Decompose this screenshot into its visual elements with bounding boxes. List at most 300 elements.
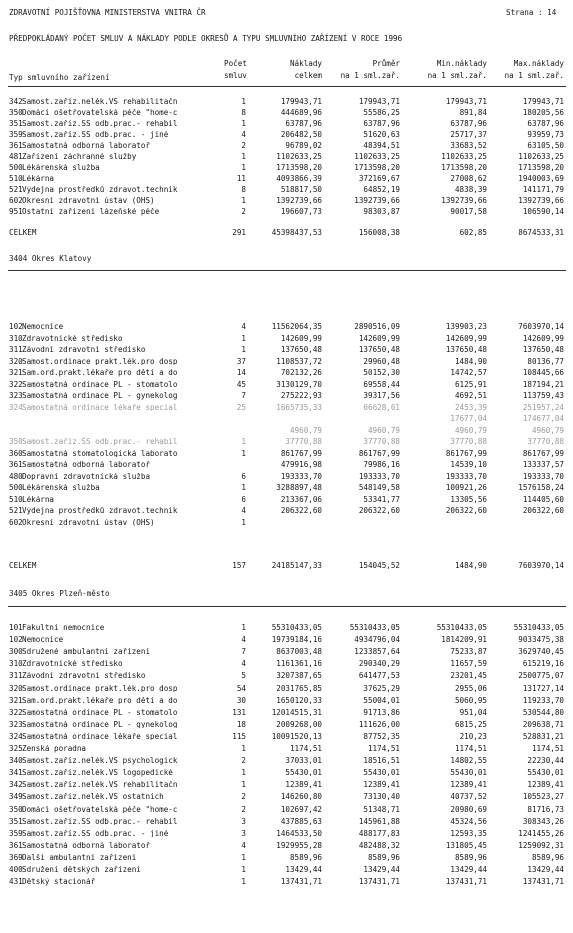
table-row [0,660,573,670]
cell-total: 213367,06 [280,494,322,504]
table-row [0,208,573,218]
cell-min: 1102633,25 [441,152,487,161]
cell-total: 1464533,50 [276,828,322,838]
cell-count: 6 [241,494,246,504]
cell-type: Zdravotnické středisko [22,334,123,343]
cell-type: Samost.zaříz.SŠ odb.prac. - jiné [22,829,169,838]
cell-type: Okresní zdravotní ústav (OHS) [22,197,155,205]
cell-max: 179943,71 [522,97,564,106]
table-row [0,648,573,658]
cell-count: 157 [232,561,246,570]
page-number: Strana : 14 [506,8,557,17]
cell-type: Samostatná odborná laboratoř [22,841,151,850]
cell-type: Sam.ord.prakt.lékaře pro děti a do [22,696,178,705]
avg-header-1: Průměr [372,59,400,68]
district-rule [8,270,566,271]
cell-count: 5 [241,671,246,681]
cell-max: 131727,14 [522,683,564,693]
cell-total: 1713598,20 [276,163,322,172]
cell-max: 13429,44 [527,865,564,874]
cell-total: 1108537,72 [276,356,322,366]
cell-type: Samostatná ordinace lékaře special [22,403,178,412]
cell-code: 341 [9,768,23,778]
cell-type: Sdružené ambulantní zařízení [22,648,151,656]
cell-code: 321 [9,368,23,377]
cell-code: 359 [9,130,23,139]
cell-min: 4960,79 [454,425,487,435]
cell-code: 361 [9,840,23,850]
cell-type: Závodní zdravotní středisko [22,672,146,680]
cell-total: 137431,71 [280,877,322,887]
cell-max: 113759,43 [522,391,564,400]
cell-count: 37 [236,356,246,366]
cell-count: 8 [241,185,246,194]
cell-max: 180205,56 [522,108,564,117]
cell-code: 369 [9,852,23,862]
cell-max: 528831,21 [522,731,564,741]
cell-type: Samost.ordinace prakt.lék.pro dosp [22,684,178,693]
cell-average: 156008,38 [358,228,400,237]
table-row [0,484,573,494]
table-row [0,866,573,876]
cell-average: 488177,83 [358,828,400,838]
cell-min: 14742,57 [450,368,487,377]
cell-total: 3207387,65 [276,671,322,681]
cell-code: 323 [9,719,23,729]
cell-total: 444689,96 [280,108,322,117]
cell-count: 1 [241,97,246,106]
cell-code: 324 [9,731,23,741]
cell-average: 55586,25 [363,108,400,117]
cell-total: 55430,01 [285,768,322,778]
cell-total: 102697,42 [280,804,322,814]
cell-average: 548149,58 [358,483,400,492]
table-row [0,818,573,828]
cell-count: 2 [241,141,246,150]
cell-max: 1576158,24 [518,483,564,492]
table-row [0,186,573,196]
cell-average: 145961,88 [358,816,400,826]
cell-type: Lékárenská služba [22,484,100,492]
table-row [0,335,573,345]
cell-average: 63787,96 [363,119,400,128]
organization-name: ZDRAVOTNÍ POJIŠŤOVNA MINISTERSTVA VNITRA ČR [9,8,206,17]
avg-header-2: na 1 sml.zař. [340,71,400,80]
cell-count: 4 [241,635,246,645]
cell-count: 14 [236,368,246,377]
cell-count: 291 [232,228,246,237]
cell-average: 55430,01 [363,768,400,778]
cell-min: 55310433,05 [436,623,487,632]
cell-max: 55310433,05 [513,623,564,632]
cell-type: Samost.zaříz.nelék.VŠ rehabilitačn [22,781,178,789]
cell-max: 8674533,31 [518,228,564,237]
cell-count: 45 [236,379,246,389]
table-row [0,415,573,425]
cell-max: 3629740,45 [518,647,564,657]
cell-max: 615219,16 [522,659,564,669]
cell-count: 4 [241,659,246,669]
cell-min: 13305,56 [450,494,487,504]
cell-max: 141171,79 [522,185,564,194]
cell-min: 193333,70 [445,471,487,481]
cell-max: 55430,01 [527,768,564,778]
count-header-1: Počet [224,59,247,68]
cell-average: 111626,00 [358,719,400,729]
cell-code: 400 [9,865,23,874]
table-row [0,323,573,333]
cell-total: 206322,60 [280,506,322,515]
cell-max: 114405,60 [522,494,564,504]
table-row [0,404,573,414]
table-row [0,697,573,707]
cell-min: 951,04 [459,707,487,717]
cell-type: Dětský stacionář [22,878,96,886]
cell-count: 1 [241,744,246,753]
cell-max: 251957,24 [522,402,564,412]
cell-average: 12389,41 [363,780,400,790]
table-row [0,197,573,207]
cell-average: 641477,53 [358,671,400,681]
table-row [0,461,573,471]
cell-count: 1 [241,196,246,205]
cell-average: 55004,01 [363,695,400,705]
cell-max: 1241455,26 [518,828,564,838]
cell-total: 45398437,53 [271,228,322,237]
cell-count: 11 [236,174,246,183]
cell-total: 142609,99 [280,333,322,343]
cell-count: 2 [241,804,246,814]
cell-average: 64852,19 [363,185,400,194]
cell-type: Nemocnice [22,323,64,331]
cell-code: 311 [9,345,23,354]
table-row [0,381,573,391]
cell-min: 1484,90 [454,561,487,570]
cell-total: 96789,02 [285,141,322,150]
cell-code: 351 [9,119,23,128]
cell-code: 322 [9,379,23,389]
cell-count: 2 [241,756,246,766]
cell-average: 51620,63 [363,130,400,139]
cell-max: 12389,41 [527,780,564,790]
cell-type: Samostatná ordinace PL - gynekolog [22,720,178,729]
cell-average: 1713598,20 [354,163,400,172]
table-row [0,878,573,888]
cell-max: 1174,51 [531,744,564,753]
cell-min: 131805,45 [445,840,487,850]
table-row [0,496,573,506]
cell-average: 372169,67 [358,174,400,183]
cell-max: 1713598,20 [518,163,564,172]
cell-count: 4 [241,322,246,331]
cell-min: 100921,26 [445,483,487,492]
cell-total: 12014515,31 [271,707,322,717]
district-title: 3405 Okres Plzeň-město [9,589,110,598]
cell-max: 4960,79 [531,425,564,435]
count-header-2: smluv [224,71,247,80]
cell-type: Výdejna prostředků zdravot.technik [22,186,178,194]
table-row [0,473,573,483]
cell-max: 137650,48 [522,345,564,354]
cell-type: Okresní zdravotní ústav (OHS) [22,518,155,527]
total-header-2: celkem [294,71,322,80]
cell-total: 11562064,35 [271,322,322,331]
cell-min: 55430,01 [450,768,487,778]
cell-min: 1484,90 [454,356,487,366]
cell-max: 174677,04 [522,414,564,423]
cell-type: Samost.zaříz.SŠ odb.prac.- rehabil [22,817,178,826]
cell-count: 1 [241,152,246,161]
cell-min: 63787,96 [450,119,487,128]
cell-average: 8589,96 [367,852,400,862]
table-row [0,842,573,852]
cell-average: 142609,99 [358,333,400,343]
cell-code: 350 [9,108,23,117]
cell-type: Samost.zaříz.nelék.VŠ rehabilitačn [22,98,178,106]
min-header-2: na 1 sml.zař. [427,71,487,80]
cell-type: Samostatná ordinace PL - gynekolog [22,392,178,400]
cell-average: 1102633,25 [354,152,400,161]
cell-max: 9033475,38 [518,635,564,645]
cell-total: 37770,88 [285,437,322,446]
cell-count: 2 [241,792,246,802]
cell-max: 193333,70 [522,471,564,481]
cell-min: 33683,52 [450,141,487,150]
cell-min: 2955,06 [454,683,487,693]
cell-average: 4934796,04 [354,635,400,645]
cell-max: 81716,73 [527,804,564,814]
section-total-row [0,562,573,572]
cell-code: 951 [9,207,23,216]
cell-total: 137650,48 [280,345,322,354]
cell-total: 2031765,85 [276,683,322,693]
cell-total: 63787,96 [285,119,322,128]
cell-max: 105523,27 [522,792,564,802]
cell-average: 861767,99 [358,448,400,458]
cell-min: 6125,91 [454,379,487,389]
cell-count: 3 [241,816,246,826]
cell-min: 40737,52 [450,792,487,802]
cell-code: 349 [9,792,23,802]
cell-total: 1665735,33 [276,402,322,412]
cell-code: 602 [9,196,23,205]
cell-average: 1233857,64 [354,647,400,657]
cell-min: 13429,44 [450,865,487,874]
cell-min: 14539,10 [450,460,487,469]
cell-count: 1 [241,517,246,527]
cell-code: 360 [9,448,23,458]
cell-max: 187194,21 [522,379,564,389]
cell-min: 6815,25 [454,719,487,729]
cell-total: 24185147,33 [271,561,322,570]
table-row [0,438,573,448]
cell-code: 361 [9,460,23,469]
cell-total: 702132,26 [280,368,322,377]
cell-total: 3130129,70 [276,379,322,389]
district-title: 3404 Okres Klatovy [9,254,92,263]
cell-max: 106590,14 [522,207,564,216]
cell-min: 25717,37 [450,130,487,139]
cell-code: 480 [9,471,23,481]
cell-type: Domácí ošetřovatelská péče "home-c [22,109,178,117]
cell-code: 521 [9,506,23,515]
cell-code: 340 [9,756,23,766]
table-row [0,636,573,646]
cell-type: Samost.zaříz.SŠ odb.prac.- rehabil [22,438,178,446]
cell-average: 154045,52 [358,561,400,570]
table-row [0,450,573,460]
cell-average: 1174,51 [367,744,400,753]
cell-code: 431 [9,877,23,887]
cell-type: Samostatná ordinace lékaře special [22,732,178,741]
cell-min: 139903,23 [445,322,487,331]
cell-min: 14802,55 [450,756,487,766]
cell-max: 7603970,14 [518,322,564,331]
cell-code: 102 [9,322,23,331]
table-row [0,793,573,803]
table-row [0,369,573,379]
cell-count: 1 [241,865,246,874]
cell-type: Další ambulantní zařízení [22,853,137,862]
cell-average: 53341,77 [363,494,400,504]
cell-average: 50152,30 [363,368,400,377]
cell-count: 1 [241,333,246,343]
table-row [0,358,573,368]
cell-count: 30 [236,695,246,705]
cell-code: 510 [9,174,23,183]
cell-max: 7603970,14 [518,561,564,570]
cell-average: 66628,61 [363,402,400,412]
cell-min: 142609,99 [445,333,487,343]
cell-max: 80136,77 [527,356,564,366]
min-header-1: Min.náklady [436,59,487,68]
table-row [0,854,573,864]
cell-min: 12593,35 [450,828,487,838]
cell-average: 39317,56 [363,391,400,400]
cell-type: Ženská poradna [22,745,87,753]
cell-type: Samostatná ordinace PL - stomatolo [22,380,178,389]
cell-average: 98303,87 [363,207,400,216]
cell-min: 206322,60 [445,506,487,515]
table-row [0,392,573,402]
cell-code: 481 [9,152,23,161]
cell-type: Samostatná stomatologická laborato [22,449,178,458]
cell-code: 300 [9,647,23,657]
cell-total: 1392739,66 [276,196,322,205]
report-title: PŘEDPOKLÁDANÝ POČET SMLUV A NÁKLADY PODLE OKRESŮ A TYPU SMLUVNÍHO ZAŘÍZENÍ V ROCE 1996 [9,34,403,43]
cell-min: 179943,71 [445,97,487,106]
cell-max: 206322,60 [522,506,564,515]
cell-max: 93959,73 [527,130,564,139]
table-row [0,721,573,731]
table-row [0,781,573,791]
cell-min: 45324,56 [450,816,487,826]
cell-total: 4960,79 [289,425,322,435]
cell-total: 479916,98 [280,460,322,469]
cell-average: 37625,29 [363,683,400,693]
cell-total: 1174,51 [289,744,322,753]
cell-max: 308343,26 [522,816,564,826]
cell-max: 1259092,31 [518,840,564,850]
cell-max: 37770,88 [527,437,564,446]
cell-code: 350 [9,804,23,814]
cell-total: 1161361,16 [276,659,322,669]
cell-average: 137650,48 [358,345,400,354]
cell-average: 29960,48 [363,356,400,366]
cell-code: 350 [9,437,23,446]
cell-average: 73130,40 [363,792,400,802]
section-total-row [0,229,573,239]
cell-min: 1713598,20 [441,163,487,172]
cell-total: 1650120,33 [276,695,322,705]
cell-count: 1 [241,448,246,458]
cell-min: 1392739,66 [441,196,487,205]
cell-code: 325 [9,744,23,753]
cell-total: 19739184,16 [271,635,322,645]
table-row [0,685,573,695]
cell-total: 193333,70 [280,471,322,481]
table-row [0,624,573,634]
cell-min: 8589,96 [454,852,487,862]
cell-type: Samost.zaříz.nelék.VŠ logopedické [22,769,173,777]
cell-total: 37033,01 [285,756,322,766]
cell-type: Sdružení dětských zařízení [22,866,141,874]
cell-min: 20980,69 [450,804,487,814]
cell-code: 310 [9,659,23,669]
cell-type: Samost.zaříz.nelék.VŠ psychologick [22,757,178,765]
header-rule [8,86,566,87]
cell-type: Samostatná odborná laboratoř [22,142,151,150]
cell-average: 18516,51 [363,756,400,766]
cell-average: 1392739,66 [354,196,400,205]
cell-code: 342 [9,97,23,106]
total-label: CELKEM [9,561,37,570]
cell-max: 530544,80 [522,707,564,717]
cell-total: 146260,80 [280,792,322,802]
table-row [0,175,573,185]
table-row [0,153,573,163]
cell-code: 102 [9,635,23,645]
cell-type: Domácí ošetřovatelská péče "home-c [22,805,178,814]
max-header-2: na 1 sml.zař. [504,71,564,80]
cell-type: Samost.ordinace prakt.lék.pro dosp [22,357,178,366]
cell-type: Samost.zaříz.nelék.VŠ ostatních [22,793,164,801]
table-row [0,120,573,130]
cell-code: 351 [9,816,23,826]
cell-max: 861767,99 [522,448,564,458]
cell-code: 320 [9,683,23,693]
cell-average: 55310433,05 [349,623,400,632]
cell-min: 5060,95 [454,695,487,705]
cell-count: 1 [241,163,246,172]
cell-max: 2500775,07 [518,671,564,681]
cell-code: 342 [9,780,23,790]
cell-average: 179943,71 [358,97,400,106]
cell-code: 323 [9,391,23,400]
cell-average: 4960,79 [367,425,400,435]
table-row [0,507,573,517]
cell-count: 1 [241,345,246,354]
cell-min: 602,85 [459,228,487,237]
total-header-1: Náklady [289,59,322,68]
cell-total: 275222,93 [280,391,322,400]
total-label: CELKEM [9,228,37,237]
cell-max: 8589,96 [531,852,564,862]
cell-min: 12389,41 [450,780,487,790]
cell-min: 1814209,91 [441,635,487,645]
cell-max: 119233,70 [522,695,564,705]
cell-min: 137650,48 [445,345,487,354]
